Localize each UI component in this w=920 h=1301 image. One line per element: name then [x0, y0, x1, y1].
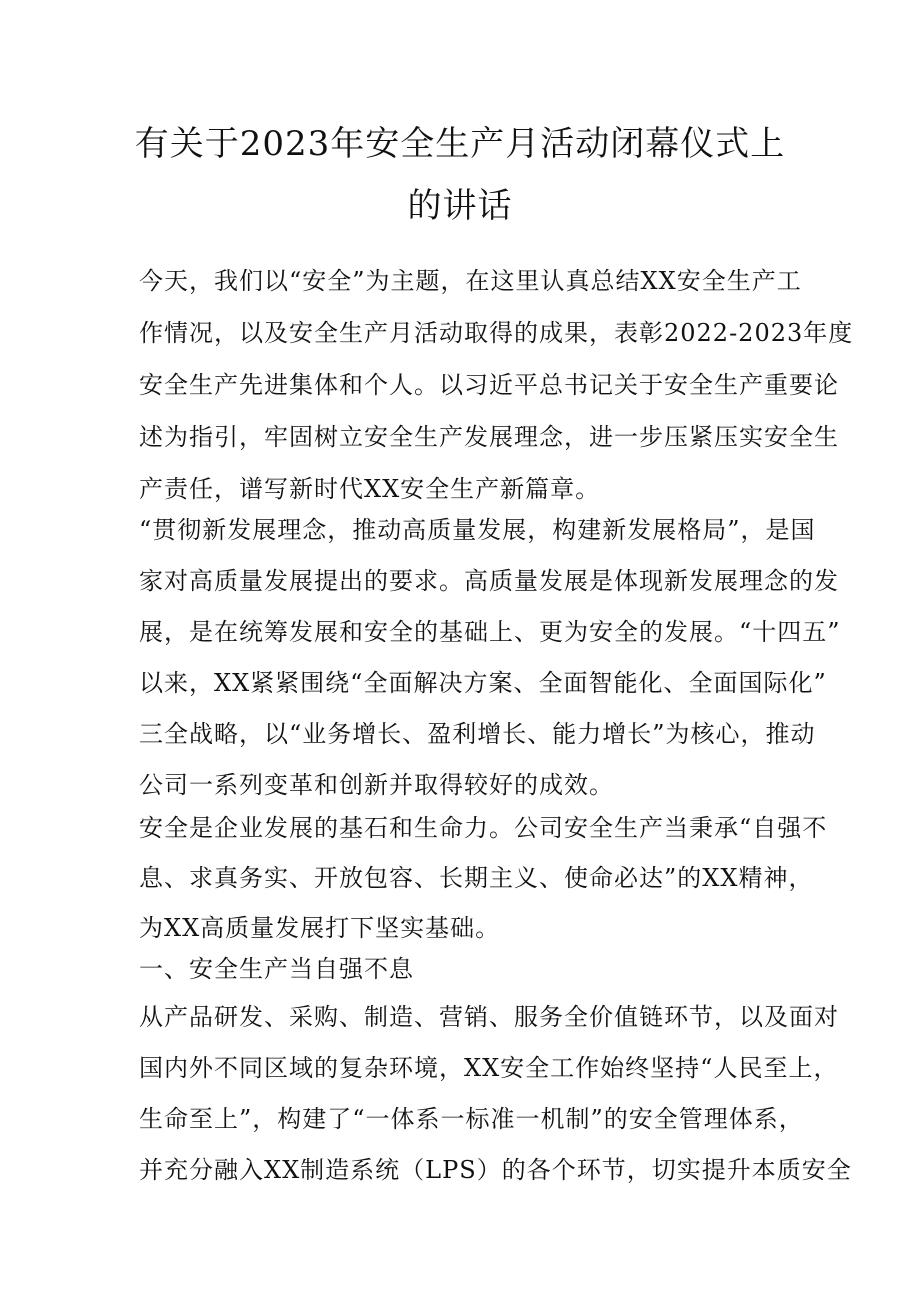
body-line: 述为指引，牢固树立安全生产发展理念，进一步压紧压实安全生	[139, 423, 839, 451]
body-line: 国内外不同区域的复杂环境，XX安全工作始终坚持“人民至上，	[139, 1054, 839, 1082]
document-title-line-1: 有关于2023年安全生产月活动闭幕仪式上	[134, 124, 786, 164]
body-line: “贯彻新发展理念，推动高质量发展，构建新发展格局”，是国	[139, 516, 816, 544]
body-line: 息、求真务实、开放包容、长期主义、使命必达”的XX精神，	[139, 864, 814, 892]
body-line: 安全生产先进集体和个人。以习近平总书记关于安全生产重要论	[139, 371, 839, 399]
body-line: 以来，XX紧紧围绕“全面解决方案、全面智能化、全面国际化”	[139, 669, 827, 697]
body-line: 公司一系列变革和创新并取得较好的成效。	[139, 771, 614, 799]
body-line: 并充分融入XX制造系统（LPS）的各个环节，切实提升本质安全	[139, 1156, 852, 1184]
body-line: 为XX高质量发展打下坚实基础。	[139, 914, 501, 942]
body-line: 产责任，谱写新时代XX安全生产新篇章。	[139, 475, 601, 503]
body-line: 从产品研发、采购、制造、营销、服务全价值链环节，以及面对	[139, 1003, 839, 1031]
body-line: 作情况，以及安全生产月活动取得的成果，表彰2022-2023年度	[139, 319, 854, 347]
body-line: 安全是企业发展的基石和生命力。公司安全生产当秉承“自强不	[139, 814, 828, 842]
body-line: 展，是在统筹发展和安全的基础上、更为安全的发展。“十四五”	[139, 618, 841, 646]
body-line: 生命至上”，构建了“一体系一标准一机制”的安全管理体系，	[139, 1105, 804, 1133]
section-heading: 一、安全生产当自强不息	[139, 955, 414, 983]
body-line: 三全战略，以“业务增长、盈利增长、能力增长”为核心，推动	[139, 720, 816, 748]
body-line: 今天，我们以“安全”为主题，在这里认真总结XX安全生产工	[139, 267, 802, 295]
body-line: 家对高质量发展提出的要求。高质量发展是体现新发展理念的发	[139, 567, 839, 595]
document-title-line-2: 的讲话	[407, 186, 513, 226]
